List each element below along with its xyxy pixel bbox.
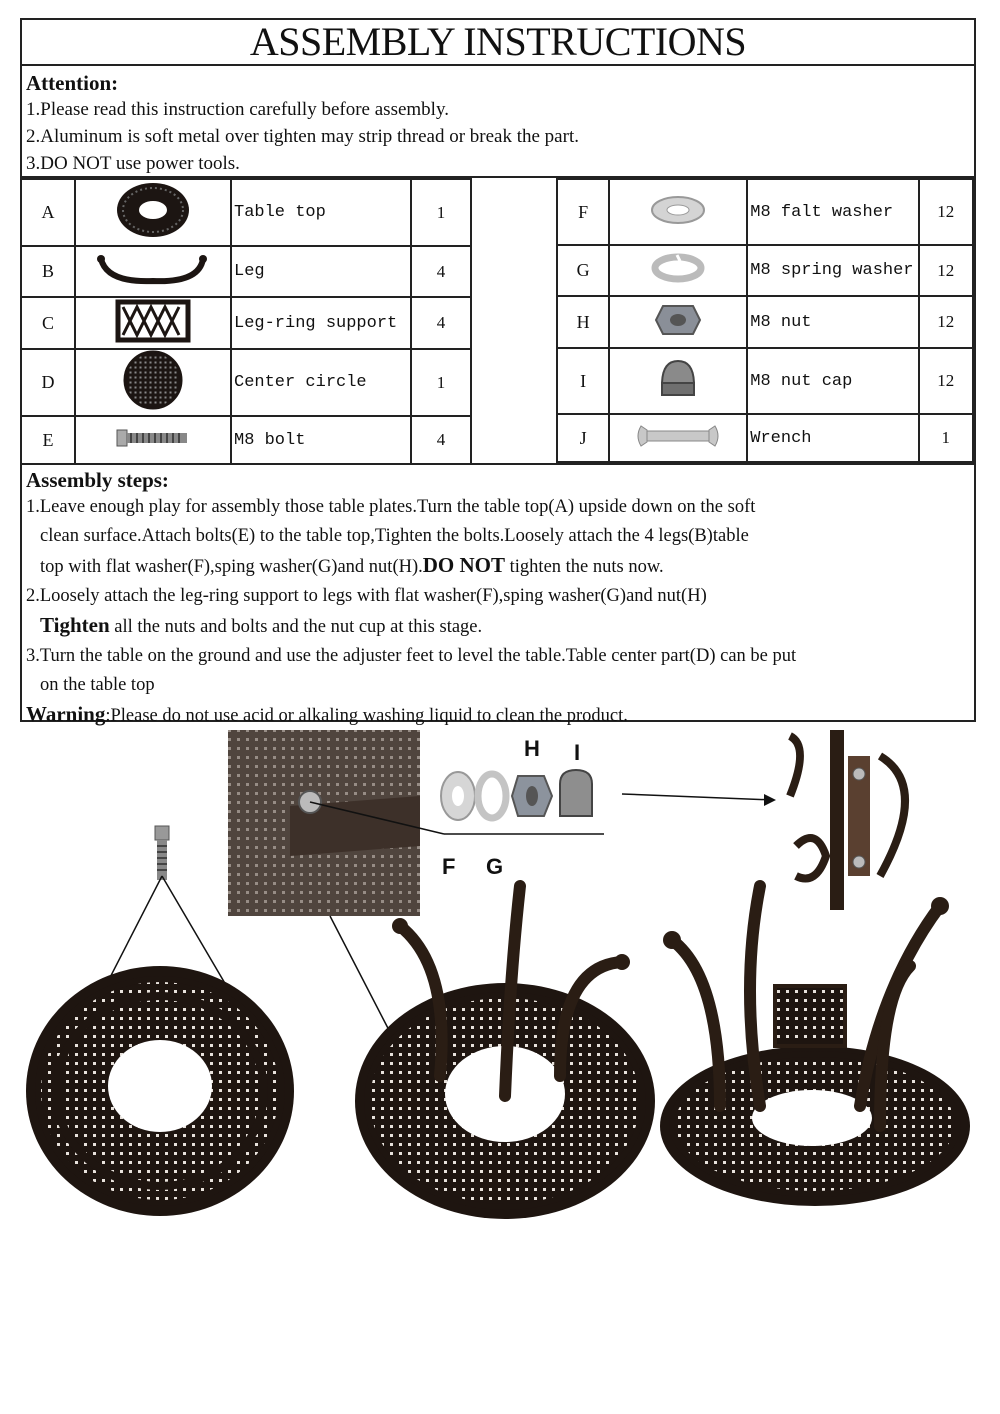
part-row-c [21, 297, 471, 349]
step-3-line-1: 3.Turn the table on the ground and use the adjuster feet to level the table.Table center part(D) can be put [26, 646, 797, 666]
attention-item-1: 1.Please read this instruction carefully before assembly. [26, 99, 449, 120]
instruction-sheet [20, 18, 976, 726]
part-letter: H [557, 296, 609, 348]
part-letter: B [21, 246, 75, 297]
part-name: Wrench [747, 414, 918, 462]
steps-heading: Assembly steps: [26, 468, 169, 492]
do-not-emphasis: DO NOT [422, 553, 506, 577]
part-row-h [557, 296, 973, 348]
attention-section [22, 66, 974, 178]
table-top-icon [75, 179, 231, 246]
part-qty: 12 [919, 296, 973, 348]
attention-item-2: 2.Aluminum is soft metal over tighten may strip thread or break the part. [26, 126, 579, 147]
part-name: M8 spring washer [747, 245, 918, 296]
part-qty: 12 [919, 179, 973, 245]
part-letter: I [557, 348, 609, 414]
leg-ring-support-icon [75, 297, 231, 349]
parts-table-left [20, 178, 472, 465]
part-row-b [21, 246, 471, 297]
part-qty: 1 [411, 349, 471, 416]
part-letter: C [21, 297, 75, 349]
assembly-illustration [0, 726, 1000, 1246]
warning-label: Warning [26, 702, 106, 726]
part-name: M8 nut cap [747, 348, 918, 414]
part-letter: A [21, 179, 75, 246]
part-row-j [557, 414, 973, 462]
part-letter: G [557, 245, 609, 296]
bracket-photo [228, 730, 444, 1036]
part-letter: F [557, 179, 609, 245]
step-1-tail: tighten the nuts now. [505, 557, 664, 577]
part-name: Leg-ring support [231, 297, 411, 349]
assembly-diagram [0, 726, 1000, 1246]
table-step-2 [355, 886, 655, 1219]
nut-icon [609, 296, 747, 348]
step-1-line-3 [26, 551, 970, 582]
part-name: Table top [231, 179, 411, 246]
table-top-step-1 [26, 966, 294, 1216]
hardware-stack [441, 770, 776, 834]
parts-table-right [556, 178, 974, 463]
part-qty: 4 [411, 246, 471, 297]
wrench-icon [609, 414, 747, 462]
parts-list [22, 178, 974, 465]
step-2-tail: all the nuts and bolts and the nut cup at this stage. [109, 617, 483, 637]
part-name: M8 bolt [231, 416, 411, 464]
part-letter: J [557, 414, 609, 462]
flat-washer-icon [609, 179, 747, 245]
label-g: G [486, 854, 504, 879]
part-qty: 12 [919, 348, 973, 414]
attention-item-3: 3.DO NOT use power tools. [26, 153, 240, 174]
part-qty: 1 [411, 179, 471, 246]
warning-text: :Please do not use acid or alkaling washing liquid to clean the product. [105, 706, 628, 726]
page-title: ASSEMBLY INSTRUCTIONS [22, 20, 974, 66]
label-i: I [574, 740, 581, 765]
step-1-line-1: 1.Leave enough play for assembly those table plates.Turn the table top(A) upside down on the soft [26, 497, 756, 517]
part-qty: 4 [411, 416, 471, 464]
label-f: F [442, 854, 456, 879]
part-row-i [557, 348, 973, 414]
label-h: H [524, 736, 540, 761]
attention-heading: Attention: [26, 71, 119, 95]
nut-cap-icon [609, 348, 747, 414]
center-circle-icon [75, 349, 231, 416]
part-row-a [21, 179, 471, 246]
assembly-steps [22, 465, 974, 733]
step-1-text: top with flat washer(F),sping washer(G)and nut(H). [40, 557, 423, 577]
part-row-d [21, 349, 471, 416]
part-letter: D [21, 349, 75, 416]
part-letter: E [21, 416, 75, 464]
part-row-g [557, 245, 973, 296]
part-qty: 1 [919, 414, 973, 462]
leg-bracket-closeup [788, 730, 916, 910]
part-name: M8 falt washer [747, 179, 918, 245]
part-name: M8 nut [747, 296, 918, 348]
spring-washer-icon [609, 245, 747, 296]
bolt-icon [75, 416, 231, 464]
table-step-3 [660, 886, 970, 1206]
part-qty: 4 [411, 297, 471, 349]
part-name: Center circle [231, 349, 411, 416]
leg-icon [75, 246, 231, 297]
part-qty: 12 [919, 245, 973, 296]
tighten-emphasis: Tighten [40, 613, 110, 637]
step-2-line-2 [26, 611, 970, 642]
part-name: Leg [231, 246, 411, 297]
step-2-line-1: 2.Loosely attach the leg-ring support to legs with flat washer(F),sping washer(G)and nut(H) [26, 586, 707, 606]
part-row-f [557, 179, 973, 245]
step-1-line-2: clean surface.Attach bolts(E) to the table top,Tighten the bolts.Loosely attach the 4 legs(B)table [40, 526, 749, 546]
step-3-line-2: on the table top [40, 675, 155, 695]
part-row-e [21, 416, 471, 464]
